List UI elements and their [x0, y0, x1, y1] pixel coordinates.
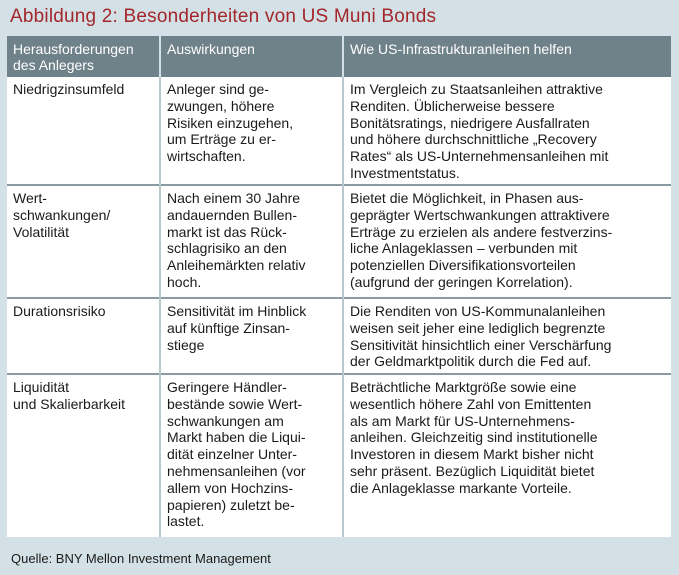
- cell-challenge: Liquidität und Skalierbarkeit: [7, 374, 160, 537]
- table-row: [7, 298, 671, 374]
- table-row: [7, 374, 671, 537]
- table-row: [7, 77, 671, 185]
- header-help: Wie US-Infrastrukturanleihen helfen: [343, 36, 671, 77]
- cell-help: Bietet die Möglichkeit, in Phasen aus- geprägter Wertschwankungen attraktivere Erträge zu erzielen als andere festverzins- liche Anlageklassen – verbunden mit potenziellen Diversifikationsvorteilen (aufgrund der geringen Korrelation).: [343, 185, 671, 298]
- cell-challenge: Niedrigzinsumfeld: [7, 77, 160, 185]
- cell-challenge: Durationsrisiko: [7, 298, 160, 374]
- source-note: Quelle: BNY Mellon Investment Management: [11, 551, 271, 566]
- header-challenge: Herausforderungen des Anlegers: [7, 36, 160, 77]
- cell-impact: Geringere Händler- bestände sowie Wert- schwankungen am Markt haben die Liqui- dität einzelner Unter- nehmensanleihen (vor allem von Hochzins- papieren) zuletzt be- lastet.: [160, 374, 343, 537]
- figure-title: Abbildung 2: Besonderheiten von US Muni Bonds: [10, 6, 437, 27]
- cell-challenge: Wert- schwankungen/ Volatilität: [7, 185, 160, 298]
- cell-impact: Anleger sind ge- zwungen, höhere Risiken einzugehen, um Erträge zu er- wirtschaften.: [160, 77, 343, 185]
- header-impact: Auswirkungen: [160, 36, 343, 77]
- table-row: [7, 185, 671, 298]
- cell-impact: Sensitivität im Hinblick auf künftige Zinsan- stiege: [160, 298, 343, 374]
- cell-impact: Nach einem 30 Jahre andauernden Bullen- markt ist das Rück- schlagrisiko an den Anleihemärkten relativ hoch.: [160, 185, 343, 298]
- table-header-row: [7, 36, 671, 77]
- muni-bonds-table: [7, 36, 671, 537]
- cell-help: Im Vergleich zu Staatsanleihen attraktive Renditen. Üblicherweise bessere Bonitätsratings, niedrigere Ausfallraten und höhere durchschnittliche „Recovery Rates“ als US-Unternehmensanleihen mit Investmentstatus.: [343, 77, 671, 185]
- cell-help: Die Renditen von US-Kommunalanleihen weisen seit jeher eine lediglich begrenzte Sensitivität hinsichtlich einer Verschärfung der Geldmarktpolitik durch die Fed auf.: [343, 298, 671, 374]
- cell-help: Beträchtliche Marktgröße sowie eine wesentlich höhere Zahl von Emittenten als am Markt für US-Unternehmens- anleihen. Gleichzeitig sind institutionelle Investoren in diesem Markt bisher nicht sehr präsent. Bezüglich Liquidität bietet die Anlageklasse markante Vorteile.: [343, 374, 671, 537]
